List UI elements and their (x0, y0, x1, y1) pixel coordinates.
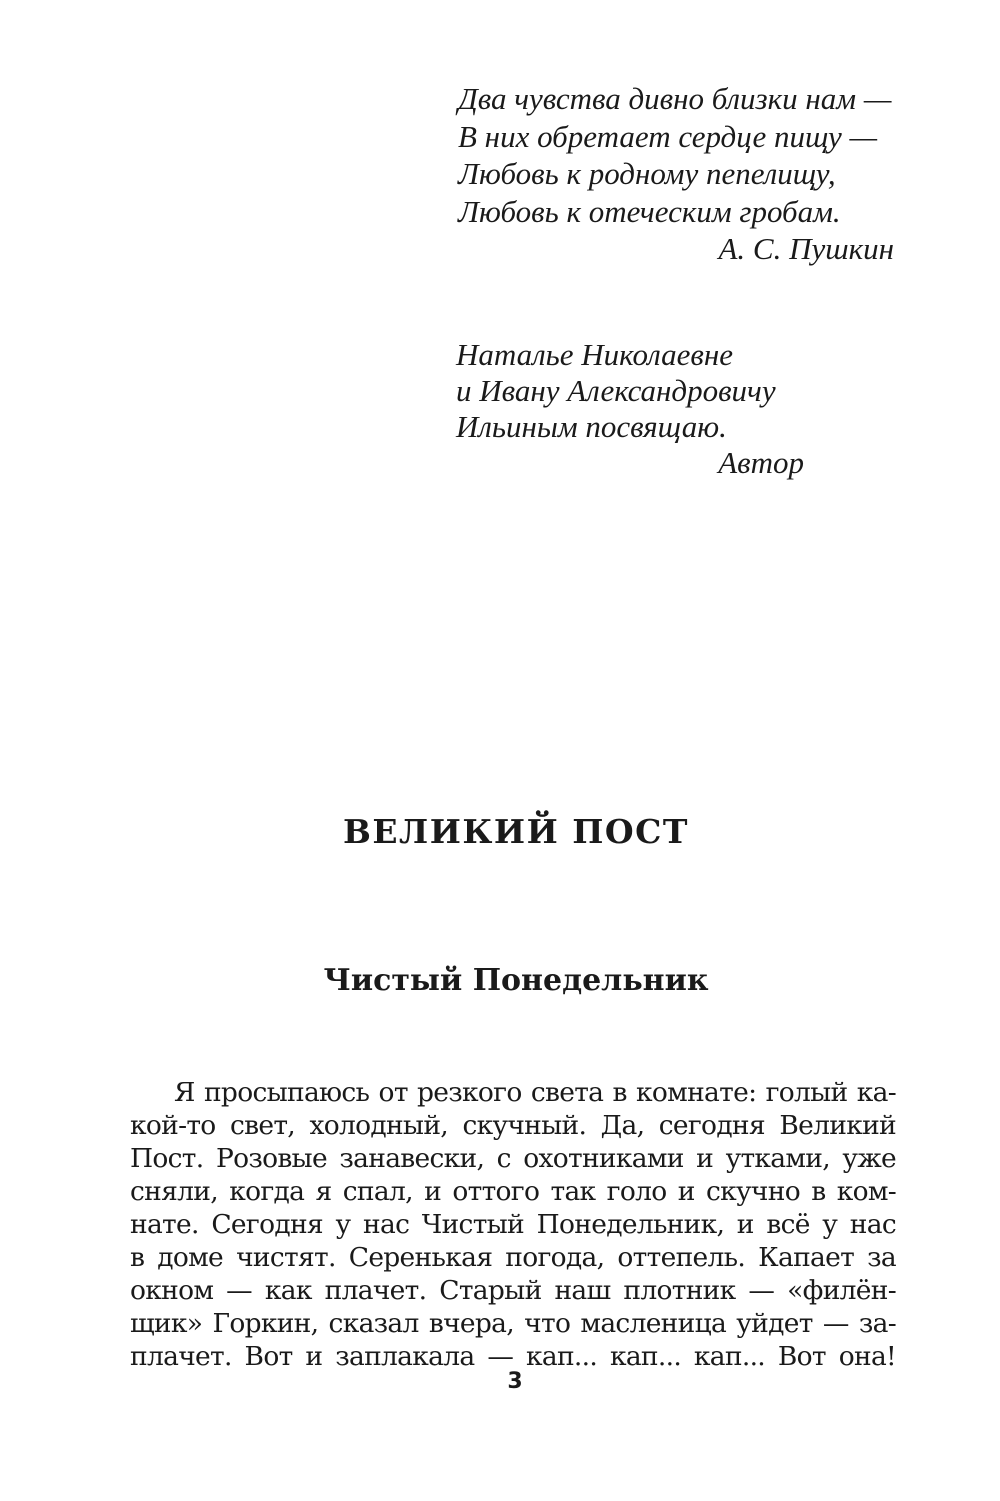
dedication (456, 337, 856, 481)
body-line: плачет. Вот и заплакала — кап... кап... кап... Вот она! (130, 1341, 896, 1372)
epigraph-line: Два чувства дивно близки нам — (458, 81, 892, 116)
dedication-attribution: Автор (718, 445, 804, 480)
body-line: кой-то свет, холодный, скучный. Да, сегодня Великий (130, 1110, 896, 1141)
dedication-line: Ильиным посвящаю. (456, 409, 727, 444)
body-line: Пост. Розовые занавески, с охотниками и утками, уже (130, 1143, 896, 1174)
body-line: Я просыпаюсь от резкого света в комнате: голый ка- (174, 1077, 896, 1108)
dedication-line: и Ивану Александровичу (456, 373, 776, 408)
dedication-line: Наталье Николаевне (456, 337, 733, 372)
body-paragraph (130, 1076, 896, 1373)
body-line: окном — как плачет. Старый наш плотник — «филён- (130, 1275, 896, 1306)
epigraph-line: Любовь к родному пепелищу, (458, 156, 836, 191)
body-line: нате. Сегодня у нас Чистый Понедельник, и всё у нас (130, 1209, 896, 1240)
chapter-title: Чистый Понедельник (323, 963, 709, 998)
epigraph (458, 80, 918, 268)
epigraph-line: В них обретает сердце пищу — (458, 118, 878, 154)
page-number: 3 (507, 1369, 523, 1394)
epigraph-attribution: А. С. Пушкин (718, 231, 894, 266)
body-line: сняли, когда я спал, и оттого так голо и скучно в ком- (130, 1176, 896, 1207)
epigraph-line: Любовь к отеческим гробам. (458, 193, 841, 229)
part-title: ВЕЛИКИЙ ПОСТ (342, 812, 689, 851)
body-line: щик» Горкин, сказал вчера, что масленица уйдет — за- (130, 1308, 896, 1339)
body-line: в доме чистят. Серенькая погода, оттепель. Капает за (130, 1242, 896, 1273)
